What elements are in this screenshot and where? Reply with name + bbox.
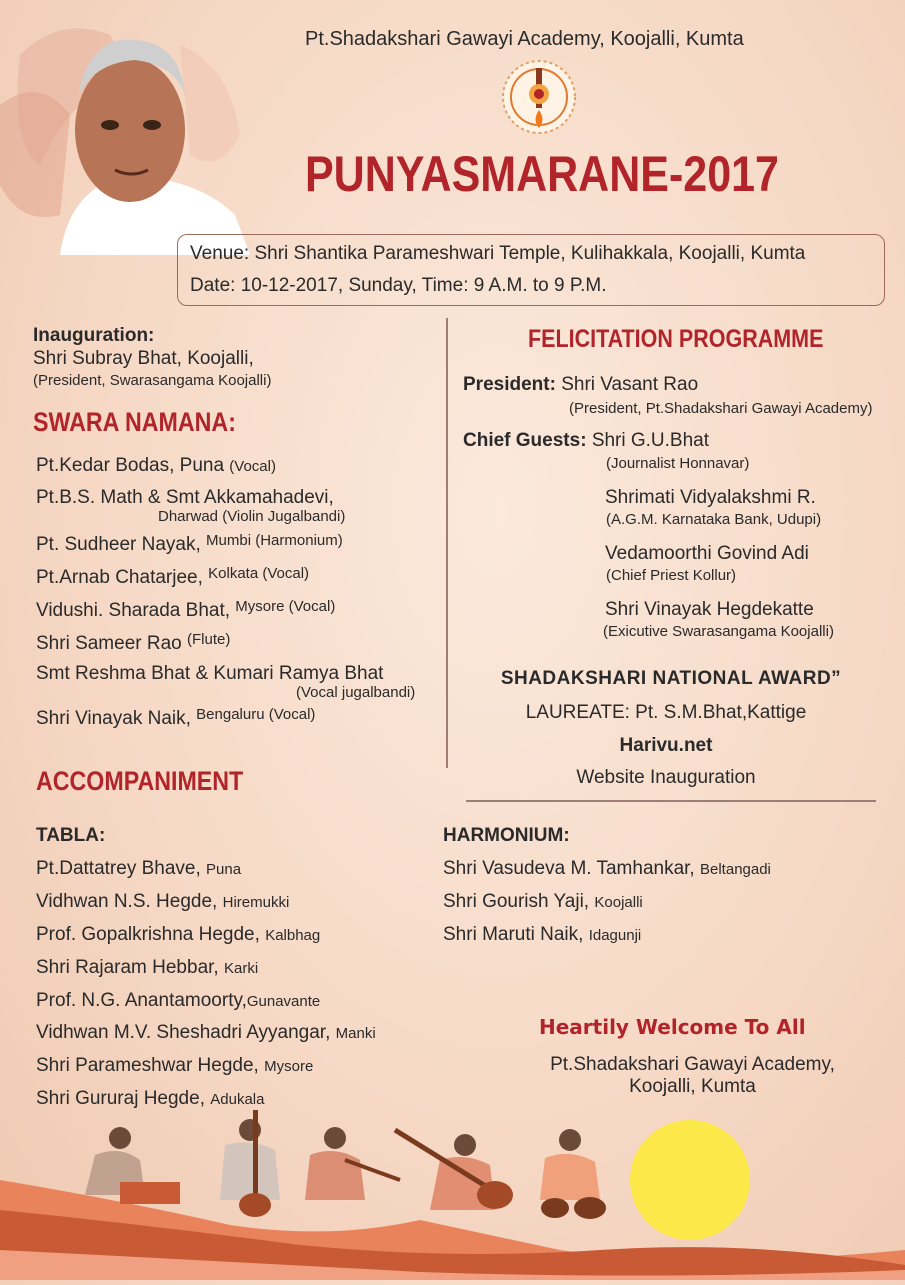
list-item: Pt.Kedar Bodas, Puna (Vocal)	[36, 455, 276, 476]
list-item: Prof. Gopalkrishna Hegde, Kalbhag	[36, 924, 321, 945]
portrait-photo	[0, 15, 255, 255]
swara-namana-title: SWARA NAMANA:	[33, 407, 236, 437]
list-item: Pt. Sudheer Nayak, $^{Mumbi (Harmonium)}$	[36, 532, 343, 555]
list-item: Vidhwan N.S. Hegde, Hiremukki	[36, 891, 290, 912]
tabla-label: TABLA:	[36, 825, 106, 846]
inauguration-role: (President, Swarasangama Koojalli)	[33, 372, 272, 389]
venue-box	[177, 234, 885, 306]
list-item: Vidhwan M.V. Sheshadri Ayyangar, Manki	[36, 1022, 376, 1043]
list-item: Shri Vinayak Naik, $^{Bengaluru (Vocal)}$	[36, 706, 316, 729]
guest-role: (Chief Priest Kollur)	[606, 567, 737, 584]
list-item: Pt.B.S. Math & Smt Akkamahadevi,	[36, 487, 334, 508]
guest-name: Shri Vinayak Hegdekatte	[605, 599, 814, 620]
chief-guests-line: Chief Guests: Shri G.U.Bhat	[463, 430, 710, 451]
divider	[466, 800, 876, 802]
list-item: Shri Parameshwar Hegde, Mysore	[36, 1055, 314, 1076]
list-item-note: (Vocal jugalbandi)	[296, 684, 416, 701]
list-item: Prof. N.G. Anantamoorty,Gunavante	[36, 990, 321, 1011]
list-item: Vidushi. Sharada Bhat, $^{Mysore (Vocal)}$	[36, 598, 336, 621]
list-item: Pt.Arnab Chatarjee, $^{Kolkata (Vocal)}$	[36, 565, 310, 588]
guest-role: (Journalist Honnavar)	[606, 455, 750, 472]
inauguration-label: Inauguration:	[33, 325, 155, 346]
welcome-text: Heartily Welcome To All	[539, 1015, 806, 1039]
list-item: Shri Vasudeva M. Tamhankar, Beltangadi	[443, 858, 771, 879]
list-item: Smt Reshma Bhat & Kumari Ramya Bhat	[36, 663, 384, 684]
website-note: Website Inauguration	[576, 767, 756, 788]
list-item: Shri Rajaram Hebbar, Karki	[36, 957, 259, 978]
date-text: Date: 10-12-2017, Sunday, Time: 9 A.M. to 9 P.M.	[190, 275, 607, 296]
award-title: SHADAKSHARI NATIONAL AWARD”	[500, 668, 842, 689]
guest-role: (Exicutive Swarasangama Koojalli)	[603, 623, 834, 640]
academy-name: Pt.Shadakshari Gawayi Academy, Koojalli, Kumta	[305, 28, 744, 50]
president-line: President: Shri Vasant Rao	[463, 374, 699, 395]
list-item: Pt.Dattatrey Bhave, Puna	[36, 858, 242, 879]
guest-name: Shrimati Vidyalakshmi R.	[605, 487, 816, 508]
website-name: Harivu.net	[619, 735, 713, 756]
academy-logo	[500, 58, 578, 141]
guest-role: (A.G.M. Karnataka Bank, Udupi)	[606, 511, 822, 528]
column-divider	[446, 318, 448, 768]
list-item: Shri Sameer Rao $^{(Flute)}$	[36, 631, 231, 654]
venue-text: Venue: Shri Shantika Parameshwari Temple, Kulihakkala, Koojalli, Kumta	[190, 243, 806, 264]
list-item: Shri Gourish Yaji, Koojalli	[443, 891, 643, 912]
footer-org-line1: Pt.Shadakshari Gawayi Academy,	[550, 1054, 835, 1075]
president-role: (President, Pt.Shadakshari Gawayi Academy)	[569, 400, 873, 417]
event-title: PUNYASMARANE-2017	[305, 146, 779, 202]
award-laureate: LAUREATE: Pt. S.M.Bhat,Kattige	[525, 702, 807, 723]
felicitation-title: FELICITATION PROGRAMME	[528, 325, 824, 353]
musicians-illustration	[0, 1100, 905, 1285]
footer-org-line2: Koojalli, Kumta	[629, 1076, 756, 1097]
inauguration-name: Shri Subray Bhat, Koojalli,	[33, 348, 254, 369]
list-item: Shri Gururaj Hegde, Adukala	[36, 1088, 265, 1109]
harmonium-label: HARMONIUM:	[443, 825, 570, 846]
list-item: Shri Maruti Naik, Idagunji	[443, 924, 642, 945]
list-item-note: Dharwad (Violin Jugalbandi)	[158, 508, 346, 525]
accompaniment-title: ACCOMPANIMENT	[36, 766, 244, 796]
guest-name: Vedamoorthi Govind Adi	[605, 543, 809, 564]
